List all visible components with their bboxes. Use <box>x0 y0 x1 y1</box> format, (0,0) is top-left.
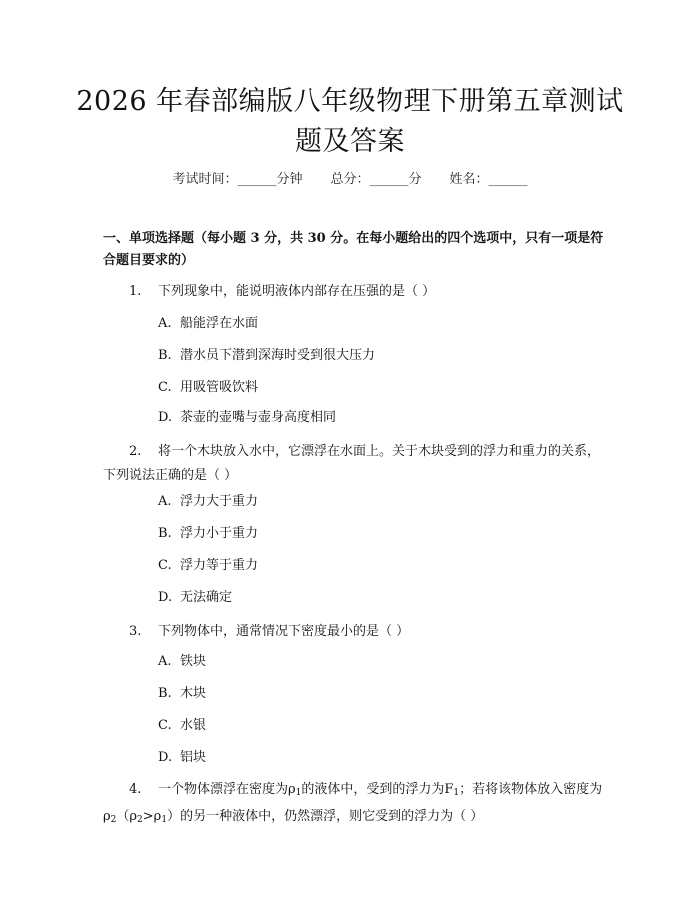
subscript: 2 <box>110 815 117 825</box>
option-2c <box>158 556 258 576</box>
subscript: 1 <box>453 788 460 798</box>
option-letter: C. <box>158 718 172 733</box>
option-3b <box>158 684 206 704</box>
question-text: 下列现象中，能说明液体内部存在压强的是（ ） <box>157 284 436 299</box>
question-1 <box>103 280 612 304</box>
question-4 <box>103 778 612 832</box>
question-text <box>103 782 602 824</box>
title-line-1: 2026 年春部编版八年级物理下册第五章测试 <box>76 86 624 117</box>
option-letter: C. <box>158 380 172 395</box>
section-heading: 一、单项选择题（每小题 3 分，共 30 分。在每小题给出的四个选项中，只有一项是符合题目要求的） <box>103 231 604 268</box>
subscript: 2 <box>137 815 143 825</box>
time-field: 考试时间：______分钟 <box>172 172 303 187</box>
question-number: 4. <box>129 782 142 797</box>
option-text: 浮力小于重力 <box>180 526 259 541</box>
subscript: 1 <box>161 815 168 825</box>
score-field: 总分：______分 <box>330 172 422 187</box>
question-text: 下列物体中，通常情况下密度最小的是（ ） <box>157 624 410 639</box>
option-2a <box>158 492 258 512</box>
question-stem <box>103 620 612 644</box>
option-letter: B. <box>158 348 172 363</box>
stem-part: 一个物体漂浮在密度为ρ <box>157 782 296 797</box>
option-1b <box>158 346 375 366</box>
option-text: 潜水员下潜到深海时受到很大压力 <box>180 348 376 363</box>
option-text: 铝块 <box>180 750 207 765</box>
question-stem <box>103 440 612 488</box>
name-field: 姓名：______ <box>449 172 528 187</box>
option-text: 船能浮在水面 <box>180 316 259 331</box>
stem-part: ）的另一种液体中，仍然漂浮，则它受到的浮力为（ ） <box>167 809 484 824</box>
option-letter: A. <box>158 654 172 669</box>
option-text: 用吸管吸饮料 <box>180 380 259 395</box>
option-3d <box>158 748 206 768</box>
stem-part: ；若将该物体放入密度为ρ <box>103 782 603 824</box>
stem-part: （ρ <box>116 809 138 824</box>
exam-meta <box>0 168 700 187</box>
option-3a <box>158 652 206 672</box>
stem-part: 的液体中，受到的浮力为F <box>301 782 454 797</box>
option-text: 水银 <box>180 718 207 733</box>
option-text: 浮力等于重力 <box>180 558 259 573</box>
option-letter: C. <box>158 558 172 573</box>
question-2 <box>103 440 612 488</box>
question-stem <box>103 280 612 304</box>
option-text: 铁块 <box>180 654 207 669</box>
option-2d <box>158 588 232 608</box>
option-letter: D. <box>158 410 173 425</box>
exam-title <box>60 82 640 162</box>
option-1d <box>158 408 336 428</box>
question-number: 2. <box>129 444 142 459</box>
question-number: 3. <box>129 624 142 639</box>
option-letter: A. <box>158 494 172 509</box>
title-line-2: 题及答案 <box>295 126 405 157</box>
option-1a <box>158 314 258 334</box>
option-letter: B. <box>158 526 172 541</box>
option-text: 无法确定 <box>180 590 233 605</box>
option-letter: A. <box>158 316 172 331</box>
option-letter: D. <box>158 590 173 605</box>
option-letter: D. <box>158 750 173 765</box>
option-3c <box>158 716 206 736</box>
option-1c <box>158 378 258 398</box>
question-stem <box>103 778 612 832</box>
subscript: 1 <box>295 788 302 798</box>
option-text: 浮力大于重力 <box>180 494 259 509</box>
question-3 <box>103 620 612 644</box>
option-letter: B. <box>158 686 172 701</box>
option-text: 茶壶的壶嘴与壶身高度相同 <box>180 410 337 425</box>
question-number: 1. <box>129 284 142 299</box>
option-2b <box>158 524 258 544</box>
question-text: 将一个木块放入水中，它漂浮在水面上。关于木块受到的浮力和重力的关系，下列说法正确的是（ ） <box>103 444 600 483</box>
option-text: 木块 <box>180 686 207 701</box>
stem-part: >ρ <box>142 809 162 824</box>
